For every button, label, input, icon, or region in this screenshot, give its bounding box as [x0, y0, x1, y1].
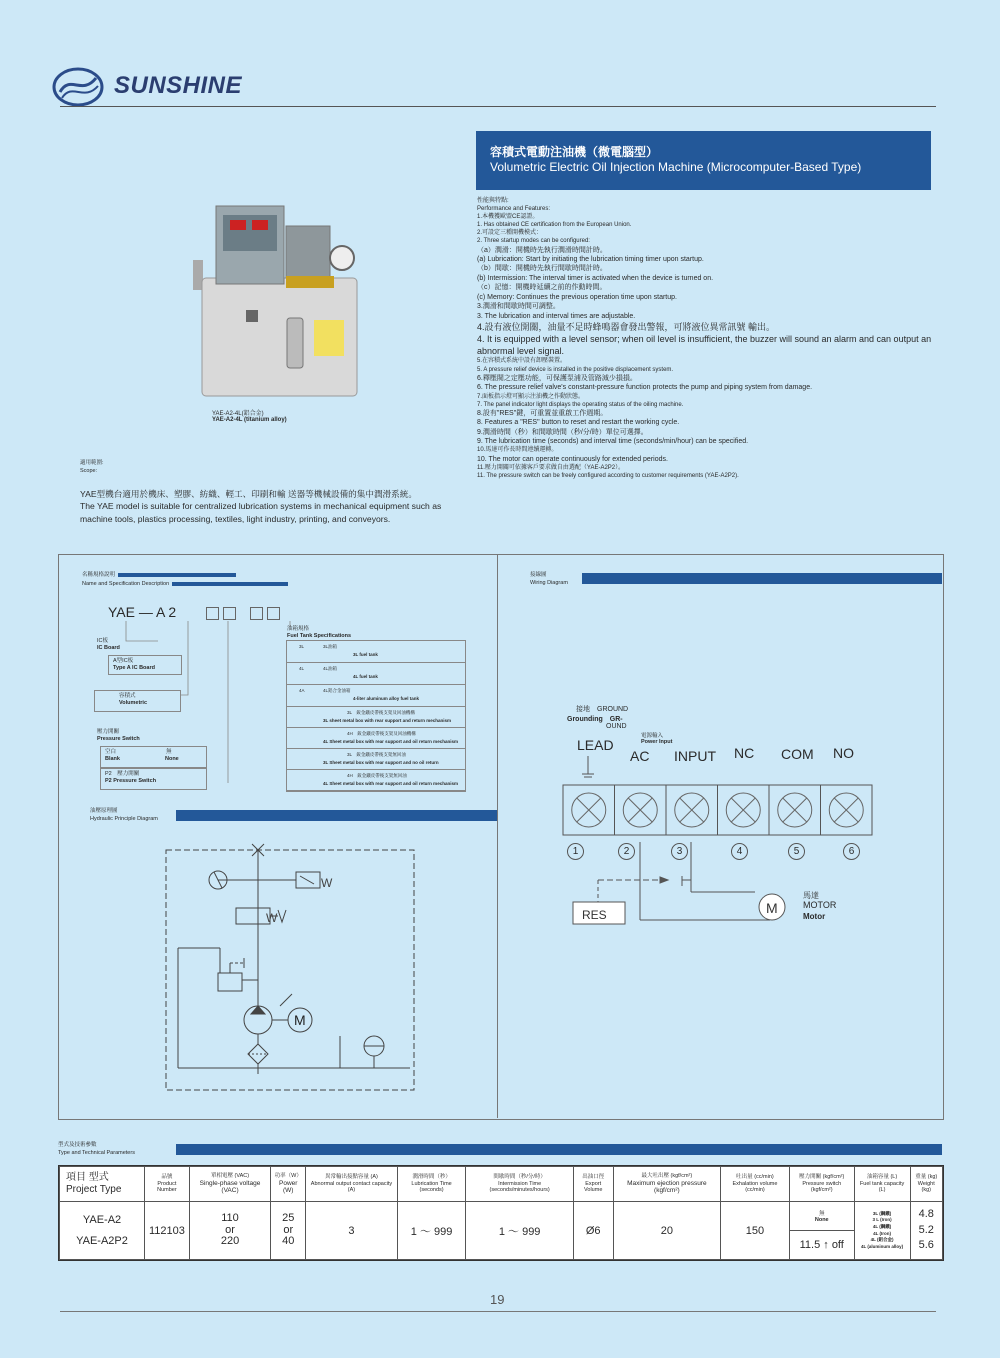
naming-bar-2 [172, 582, 288, 586]
scope-label-zh: 適用範圍: [80, 460, 104, 466]
scope-text-zh: YAE型機台適用於機床、塑膠、紡織、輕工、印刷和輸 送器等機械設備的集中潤滑系統。 [80, 489, 417, 499]
wiring-heading-zh: 接線圖 [530, 572, 547, 578]
param-header-en: Fuel tank capacity (L) [859, 1180, 905, 1194]
feature-line: 1.本機獲歐盟CE認證。 [477, 214, 539, 221]
tank-desc-en: 3L fuel tank [353, 652, 378, 657]
param-header-en: Export Volume [584, 1180, 603, 1194]
motor-en-2: Motor [803, 912, 826, 921]
type-a2p2: YAE-A2P2 [76, 1234, 128, 1247]
type-a-ic-box [108, 655, 182, 675]
weight-cell [910, 1202, 942, 1260]
blank-en: Blank [105, 756, 120, 763]
param-header-en: Power (W) [279, 1179, 298, 1195]
param-header [271, 1167, 306, 1202]
feature-line: 11. The pressure switch can be freely configured according to customer requirements (YAE-A2P2). [477, 473, 739, 480]
power-cell [271, 1202, 306, 1260]
param-header-zh: 壓力開關 (kgf/cm²) [799, 1174, 845, 1181]
feature-line: 9.潤滑時間（秒）和間歇時間（秒/分/時）單位可選擇。 [477, 428, 648, 436]
param-header [60, 1167, 145, 1202]
param-header-en: Single-phase voltage (VAC) [199, 1179, 261, 1195]
naming-bar-1 [118, 573, 236, 577]
weight-3: 5.6 [918, 1239, 934, 1252]
param-header-en: Maximum ejection pressure (kgf/cm²) [627, 1179, 707, 1195]
feature-line: 性能與特點: [477, 198, 509, 204]
hydraulic-w-label-2: W [266, 911, 278, 925]
tank-spec-row [287, 728, 465, 749]
feature-line: 6.釋壓閥之定壓功能，可保護泵浦及管路減少損損。 [477, 374, 637, 382]
pswitch-cell [789, 1202, 854, 1260]
tank-desc-zh: 3L 鈑金鐵皮帶後支架無回油 [347, 752, 406, 757]
tank-spec-row [287, 685, 465, 707]
terminal-label-input: INPUT [674, 748, 716, 764]
param-header-en: Lubrication Time (seconds) [411, 1180, 452, 1194]
brand-name: SUNSHINE [114, 72, 243, 99]
param-header-zh: 重量 (kg) [915, 1174, 938, 1181]
feature-line: 10.馬達可作長時間連續運轉。 [477, 447, 558, 454]
title-zh: 容積式電動注油機（微電腦型） [490, 145, 659, 159]
voltage-or: or [225, 1223, 235, 1236]
wiring-motor-letter: M [766, 900, 778, 916]
tank-desc-zh: 3L油箱 [323, 644, 338, 649]
feature-line: 8.設有"RES"鍵，可重置並重啟工作週期。 [477, 409, 608, 417]
param-header-zh: 項目 型式 [66, 1172, 109, 1183]
terminal-number: 4 [731, 843, 748, 860]
hydraulic-heading-zh: 油壓原理圖 [90, 808, 118, 814]
tank-desc-en: 3L sheet metal box with rear support and return mechanism [323, 718, 451, 723]
type-a-zh: A型IC板 [113, 658, 134, 664]
ic-board-zh: IC板 [97, 638, 109, 644]
volume: 150 [721, 1202, 790, 1260]
hydraulic-diagram [160, 838, 420, 1098]
param-header-zh: 出油口徑 [582, 1174, 605, 1181]
terminal-label-nc: NC [734, 745, 755, 761]
tank-spec-row [287, 770, 465, 791]
param-header-zh: 單相電壓 (VAC) [210, 1172, 250, 1179]
param-header-zh: 品號 [161, 1174, 173, 1181]
params-heading-en: Type and Technical Parameters [58, 1150, 135, 1156]
param-header [721, 1167, 790, 1202]
tank-cell [854, 1202, 910, 1260]
param-header [466, 1167, 573, 1202]
features-list [477, 197, 937, 480]
volumetric-zh: 容積式 [119, 693, 136, 699]
p2-en: P2 Pressure Switch [105, 778, 157, 785]
param-header-zh: 吐出量 (cc/min) [736, 1174, 774, 1181]
param-header [910, 1167, 942, 1202]
terminal-label-no: NO [833, 745, 854, 761]
tank-desc-zh: 3L 鈑金鐵皮帶後支架及回油機構 [347, 710, 415, 715]
pressure-switch-en: Pressure Switch [97, 736, 140, 742]
pswitch-none-en: None [814, 1217, 829, 1223]
page-number: 19 [490, 1292, 505, 1307]
tank-desc-en: 4-liter aluminum alloy fuel tank [353, 696, 420, 701]
feature-line: 2.可設定三種開機模式： [477, 230, 543, 237]
tank-desc-zh: 4L鋁合金油箱 [323, 688, 351, 693]
terminal-number: 1 [567, 843, 584, 860]
hydraulic-w-label-1: W [321, 876, 333, 890]
param-header-zh: 間歇時間（秒/分/時） [493, 1174, 546, 1181]
tank-heading-zh: 油箱規格 [287, 626, 310, 632]
param-header-zh: 油箱容量 (L) [866, 1174, 898, 1181]
ground-zh: 接地 GROUND [576, 706, 629, 713]
param-header-en: Weight (kg) [917, 1180, 935, 1194]
terminal-number: 3 [671, 843, 688, 860]
param-header [189, 1167, 270, 1202]
param-header-zh: 異常輸出接點容量 (A) [325, 1174, 378, 1181]
feature-line: 4. It is equipped with a level sensor; when oil level is insufficient, the buzzer will sound an alarm and can output an abnormal level signal. [477, 334, 932, 357]
power-2: 40 [282, 1235, 295, 1248]
feature-line: 5.在容積式系統中設有卸壓裝置。 [477, 358, 567, 365]
scope-text-en: The YAE model is suitable for centralized lubrication systems in mechanical equipment such as machine tools, plastics processing, textiles, light industry, printing, and conveyors. [80, 501, 442, 524]
param-header [306, 1167, 397, 1202]
tank-code: 4A [299, 688, 305, 693]
feature-line: 7. The panel indicator light displays the operating status of the oiling machine. [477, 401, 684, 408]
type-a-en: Type A IC Board [113, 665, 155, 672]
outlet: Ø6 [573, 1202, 613, 1260]
type-a2: YAE-A2 [82, 1213, 122, 1226]
feature-line: (b) Intermission: The interval timer is activated when the device is turned on. [477, 274, 714, 282]
feature-line: 8. Features a "RES" button to reset and restart the working cycle. [477, 419, 680, 427]
max-pressure: 20 [613, 1202, 720, 1260]
tank-capacity-line: 3L (鋼鐵) [872, 1210, 892, 1216]
motor-en: MOTOR [803, 900, 837, 910]
product-caption-en: YAE-A2-4L (titanium alloy) [212, 417, 287, 423]
ground-en: Grounding GR- [567, 716, 623, 723]
lead-label: LEAD [577, 737, 614, 753]
res-label: RES [582, 908, 607, 922]
param-header [145, 1167, 190, 1202]
tank-capacity-line: 3 L (Iron) [872, 1217, 892, 1223]
contact-capacity: 3 [306, 1202, 397, 1260]
tank-heading-en: Fuel Tank Specifications [287, 633, 352, 639]
param-header-en: Product Number [157, 1180, 177, 1194]
terminal-label-ac: AC [630, 748, 650, 764]
wiring-bar [582, 573, 942, 584]
blank-box [100, 746, 207, 768]
power-en: Power Input [641, 739, 673, 745]
blank-zh: 空白 [105, 749, 117, 755]
param-header-en: Pressure switch (kgf/cm²) [802, 1180, 842, 1194]
feature-line: 4.設有液位開關，油量不足時蜂鳴器會發出警報，可將液位異常訊號 輸出。 [477, 322, 776, 333]
hydraulic-bar [176, 810, 497, 821]
tank-desc-zh: 4H 鈑金鐵皮帶後支架無回油 [347, 773, 407, 778]
power-or: or [283, 1223, 294, 1236]
tank-capacity-line: 4L (鋁合金) [870, 1237, 894, 1243]
tank-desc-en: 3L Sheet metal box with rear support and no oil return [323, 760, 439, 765]
feature-line: 9. The lubrication time (seconds) and interval time (seconds/min/hour) can be specified. [477, 438, 749, 446]
wiring-diagram [560, 752, 890, 932]
none-en: None [164, 756, 179, 763]
weight-2: 5.2 [918, 1223, 934, 1236]
param-header-zh: 潤滑時間（秒） [412, 1174, 451, 1181]
scope-text [80, 488, 450, 525]
param-header-en: Exhalation volume (cc/min) [732, 1180, 778, 1194]
lub-time: 1 ～ 999 [397, 1202, 466, 1260]
feature-line: 3.潤滑和間歇時間可調整。 [477, 303, 560, 311]
volumetric-en: Volumetric [119, 700, 148, 707]
param-header-zh: 功率（W） [274, 1172, 302, 1179]
tank-desc-zh: 4H 鈑金鐵皮帶後支架及回油機構 [347, 731, 416, 736]
terminal-number: 2 [618, 843, 635, 860]
tank-desc-en: 4L fuel tank [353, 674, 378, 679]
sunshine-logo-icon [52, 66, 106, 108]
tank-spec-row [287, 663, 465, 685]
title-box [476, 131, 931, 190]
hydraulic-heading-en: Hydraulic Principle Diagram [90, 816, 158, 822]
ic-board-en: IC Board [97, 645, 120, 651]
feature-line: 11.壓力開關可依據客戶要求做自由選配（YAE-A2P2）。 [477, 465, 625, 472]
feature-line: 5. A pressure relief device is installed in the positive displacement system. [477, 366, 674, 373]
product-caption-zh: YAE-A2-4L(鋁合金) [212, 411, 264, 417]
tank-desc-en: 4L Sheet metal box with rear support and oil return mechanism [323, 739, 458, 744]
tank-code: 3L [299, 644, 305, 649]
param-header [854, 1167, 910, 1202]
feature-line: （c）記憶：開機時延續之前的作動時間。 [477, 284, 607, 292]
param-header [573, 1167, 613, 1202]
voltage-1: 110 [221, 1212, 239, 1225]
feature-line: （a）潤滑：開機時先執行潤滑時間計時。 [477, 246, 607, 254]
terminal-label-com: COM [781, 746, 814, 762]
feature-line: Performance and Features: [477, 206, 551, 213]
param-header [613, 1167, 720, 1202]
title-en: Volumetric Electric Oil Injection Machine (Microcomputer-Based Type) [490, 160, 862, 174]
tank-spec-table [286, 640, 466, 792]
tank-desc-en: 4L Sheet metal box with rear support and oil return mechanism [323, 781, 458, 786]
feature-line: (c) Memory: Continues the previous operation time upon startup. [477, 293, 677, 301]
header-divider [60, 106, 936, 107]
feature-line: 6. The pressure relief valve's constant-pressure function protects the pump and piping system from damage. [477, 384, 813, 392]
param-header-en: Intermission Time (seconds/minutes/hours) [489, 1180, 550, 1194]
tank-spec-row [287, 641, 465, 663]
pswitch-value: 11.5 ↑ off [799, 1239, 844, 1251]
panel-divider [497, 554, 498, 1118]
param-header [397, 1167, 466, 1202]
feature-line: 2. Three startup modes can be configured: [477, 238, 590, 245]
terminal-number: 5 [788, 843, 805, 860]
tank-desc-zh: 4L油箱 [323, 666, 338, 671]
power-1: 25 [282, 1212, 295, 1225]
params-table [58, 1165, 944, 1261]
int-time: 1 ～ 999 [466, 1202, 573, 1260]
scope-label-en: Scope: [80, 468, 98, 474]
params-bar [176, 1144, 942, 1155]
tank-spec-row [287, 707, 465, 728]
motor-zh: 馬達 [803, 891, 819, 900]
wiring-heading-en: Wiring Diagram [530, 580, 568, 586]
param-header-en: Abnormal output contact capacity (A) [310, 1180, 393, 1194]
weight-1: 4.8 [918, 1208, 934, 1221]
tank-spec-row [287, 749, 465, 770]
feature-line: （b）間歇：開機時先執行間歇時間計時。 [477, 265, 607, 273]
type-cell [60, 1202, 145, 1260]
feature-line: 7.面板指示燈可顯示注油機之作動狀態。 [477, 393, 585, 400]
ground-en-2: OUND [606, 723, 627, 730]
param-header [789, 1167, 854, 1202]
feature-line: 10. The motor can operate continuously for extended periods. [477, 455, 668, 463]
volumetric-box [94, 690, 181, 712]
feature-line: (a) Lubrication: Start by initiating the lubrication timing timer upon startup. [477, 256, 704, 263]
params-heading-zh: 型式及技術參數 [58, 1142, 97, 1148]
voltage-2: 220 [220, 1235, 240, 1248]
param-header-zh: 最大吐出壓 (kgf/cm²) [641, 1172, 693, 1179]
tank-capacity-line: 4L (aluminum alloy) [860, 1243, 904, 1249]
tank-capacity-line: 4L (Iron) [873, 1230, 892, 1236]
naming-heading-en: Name and Specification Description [82, 581, 170, 587]
product-number: 112103 [145, 1202, 190, 1260]
param-header-en: Project Type [66, 1184, 122, 1195]
pswitch-none-zh: 無 [818, 1211, 825, 1217]
naming-heading-zh: 名稱規格說明 [82, 572, 116, 578]
p2-box [100, 768, 207, 790]
hydraulic-motor-label: M [294, 1012, 306, 1028]
pressure-switch-zh: 壓力開關 [97, 729, 120, 735]
power-zh: 電源輸入 [641, 733, 664, 739]
product-image [190, 200, 370, 405]
voltage-cell [189, 1202, 270, 1260]
p2-zh: P2 壓力開關 [105, 771, 140, 777]
feature-line: 1. Has obtained CE certification from the European Union. [477, 222, 632, 229]
feature-line: 3. The lubrication and interval times are adjustable. [477, 312, 636, 320]
tank-code: 4L [299, 666, 305, 671]
tank-capacity-line: 4L (鋼鐵) [872, 1223, 892, 1229]
footer-divider [60, 1311, 936, 1312]
none-zh: 無 [166, 749, 172, 755]
model-code-text: YAE — A 2 [108, 604, 177, 620]
terminal-number: 6 [843, 843, 860, 860]
